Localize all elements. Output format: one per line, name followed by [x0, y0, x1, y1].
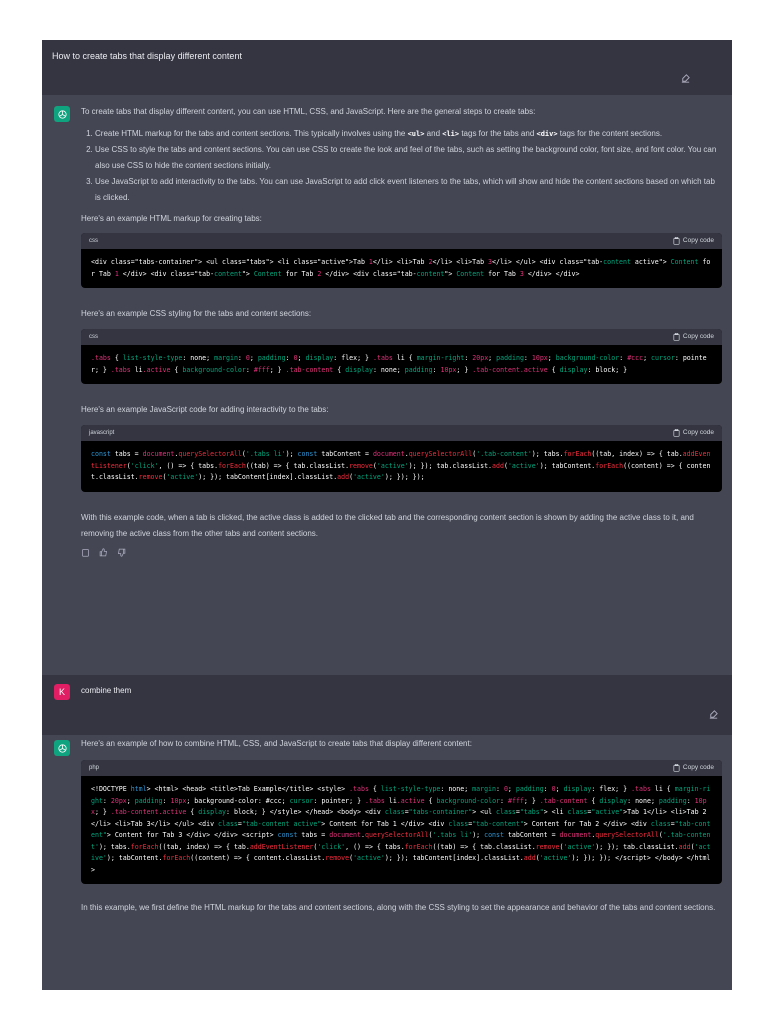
user-message — [42, 40, 732, 95]
copy-code-button[interactable] — [673, 233, 714, 249]
step-text: Create HTML markup for the tabs and content sections. This typically involves using the — [95, 129, 408, 138]
openai-logo-icon — [57, 743, 68, 754]
code-language: css — [89, 238, 98, 244]
copy-code-label: Copy code — [682, 237, 714, 244]
answer-intro: To create tabs that display different content, you can use HTML, CSS, and JavaScript. Here are the general steps to create tabs: — [81, 107, 536, 116]
message-actions — [81, 548, 722, 558]
chat-thread — [42, 40, 732, 990]
assistant-avatar — [54, 740, 70, 756]
assistant-message-body — [81, 104, 722, 558]
assistant-message — [42, 95, 732, 675]
code-language: css — [89, 334, 98, 340]
code-header — [81, 233, 722, 249]
code-content: <div class="tabs-container"> <ul class="tabs"> <li class="active">Tab 1</li> <li>Tab 2</li> <li>Tab 3</li> </ul> <div class="tab-content active"> Content for Tab 1 </div> <div class="tab-content"> Content for Tab 2 </div> <div class="tab-content"> Content for Tab 3 </div> </div> — [91, 258, 711, 278]
thumbs-down-icon[interactable] — [117, 548, 127, 558]
edit-icon[interactable] — [708, 707, 720, 719]
clipboard-icon — [673, 333, 680, 341]
inline-code: <ul> — [407, 130, 425, 138]
assistant-avatar — [54, 106, 70, 122]
code-block-php — [81, 760, 722, 884]
code-language: javascript — [89, 430, 115, 436]
code-content: <!DOCTYPE html> <html> <head> <title>Tab Example</title> <style> .tabs { list-style-type: none; margin: 0; padding: 0; display: flex; } .tabs li { margin-right: 20px; padding: 10px; background-color: #ccc; cursor: pointer; } .tabs li.active { background-color: #fff; } .tab-content { display: none; padding: 10px; } .tab-content.active { display: block; } </style> </head> <body> <div class="tabs-container"> <ul class="tabs"> <li class="active">Tab 1</li> <li>Tab 2</li> <li>Tab 3</li> </ul> <div class="tab-content active"> Content for Tab 1 </div> <div class="tab-content"> Content for Tab 2 </div> <div class="tab-content"> Content for Tab 3 </div> </div> <script> const tabs = document.querySelectorAll('.tabs li'); const tabContent = document.querySelectorAll('.tab-content'); tabs.forEach((tab, index) => { tab.addEventListener('click', () => { tabs.forEach((tab) => { tab.classList.remove('active'); }); tab.classList.add('active'); tabContent.forEach((content) => { content.classList.remove('active'); }); tabContent[index].classList.add('active'); }); }); </script> </body> </html> — [91, 785, 711, 874]
answer-outro: With this example code, when a tab is clicked, the active class is added to the clicked tab and the corresponding content section is shown by adding the active class to it, and removing the active class from the other tabs and content sections. — [81, 512, 694, 538]
user-avatar: K — [54, 684, 70, 700]
code-content: const tabs = document.querySelectorAll('.tabs li'); const tabContent = document.querySelectorAll('.tab-content'); tabs.forEach((tab, index) => { tab.addEventListener('click', () => { tabs.forEach((tab) => { tab.classList.remove('active'); }); tab.classList.add('active'); tabContent.forEach((content) => { content.classList.remove('active'); }); tabContent[index].classList.add('active'); }); }); — [91, 450, 711, 481]
css-intro: Here's an example CSS styling for the tabs and content sections: — [81, 309, 312, 318]
user-message-text: combine them — [81, 686, 132, 695]
copy-code-label: Copy code — [682, 764, 714, 771]
step-text: tags for the content sections. — [557, 129, 663, 138]
code-block-html — [81, 233, 722, 288]
edit-icon[interactable] — [680, 71, 692, 83]
assistant-message-body — [81, 736, 722, 916]
code-header — [81, 329, 722, 345]
copy-icon[interactable] — [81, 548, 91, 558]
answer-intro: Here's an example of how to combine HTML, CSS, and JavaScript to create tabs that display different content: — [81, 739, 472, 748]
clipboard-icon — [673, 429, 680, 437]
thumbs-up-icon[interactable] — [99, 548, 109, 558]
step-item: 2. Use CSS to style the tabs and content sections. You can use CSS to create the look and feel of the tabs, such as setting the background color, font size, and font color. You can also use CSS to hide the content sections initially. — [95, 142, 722, 174]
html-intro: Here's an example HTML markup for creating tabs: — [81, 214, 262, 223]
copy-code-button[interactable] — [673, 329, 714, 345]
js-intro: Here's an example JavaScript code for adding interactivity to the tabs: — [81, 405, 329, 414]
clipboard-icon — [673, 237, 680, 245]
steps-list — [81, 126, 722, 206]
step-text: and — [424, 129, 443, 138]
code-block-javascript — [81, 425, 722, 492]
code-header — [81, 760, 722, 776]
copy-code-label: Copy code — [682, 429, 714, 436]
openai-logo-icon — [57, 109, 68, 120]
user-message-text: How to create tabs that display different content — [52, 51, 242, 61]
step-item: 3. Use JavaScript to add interactivity to the tabs. You can use JavaScript to add click event listeners to the tabs, which will show and hide the content sections based on which tab is clicked. — [95, 174, 722, 206]
step-item — [95, 126, 722, 142]
code-header — [81, 425, 722, 441]
assistant-message — [42, 735, 732, 990]
user-message — [42, 675, 732, 735]
copy-code-button[interactable] — [673, 425, 714, 441]
code-language: php — [89, 765, 100, 771]
answer-outro: In this example, we first define the HTML markup for the tabs and content sections, along with the CSS styling to set the appearance and behavior of the tabs and content sections. — [81, 903, 716, 912]
code-content: .tabs { list-style-type: none; margin: 0; padding: 0; display: flex; } .tabs li { margin-right: 20px; padding: 10px; background-color: #ccc; cursor: pointer; } .tabs li.active { background-color: #fff; } .tab-content { display: none; padding: 10px; } .tab-content.active { display: block; } — [91, 354, 707, 374]
copy-code-label: Copy code — [682, 333, 714, 340]
step-text: tags for the tabs and — [459, 129, 537, 138]
inline-code: <li> — [442, 130, 460, 138]
inline-code: <div> — [536, 130, 558, 138]
copy-code-button[interactable] — [673, 760, 714, 776]
code-block-css — [81, 329, 722, 384]
clipboard-icon — [673, 764, 680, 772]
